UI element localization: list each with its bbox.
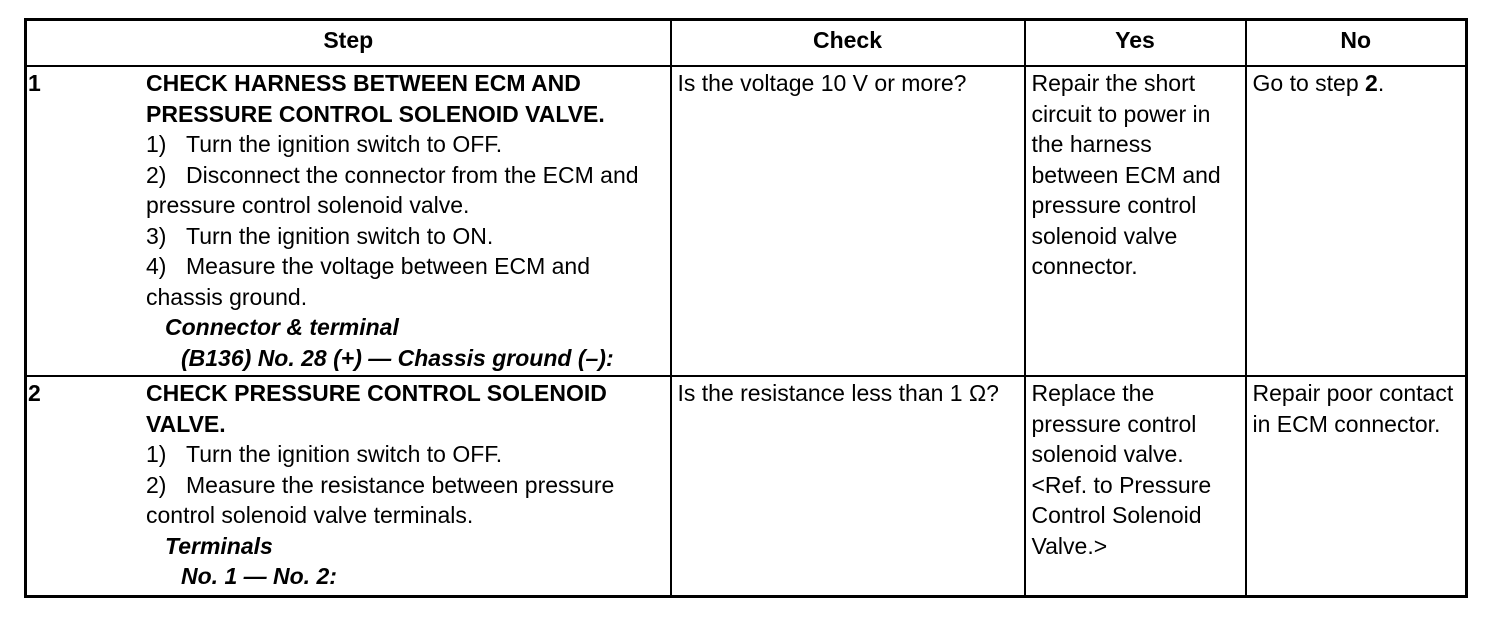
substep: [146, 160, 664, 221]
header-check: Check: [671, 20, 1025, 67]
substep-text: Measure the voltage between ECM and chassis ground.: [146, 253, 591, 310]
substep-text: Disconnect the connector from the ECM and pressure control solenoid valve.: [146, 161, 639, 218]
step-cell: [26, 376, 671, 596]
substep-text: Turn the ignition switch to ON.: [186, 222, 494, 249]
step-number: 1: [28, 70, 41, 96]
table-row: [26, 66, 1467, 376]
substep: [146, 470, 664, 531]
header-row: [26, 20, 1467, 67]
yes-cell: Replace the pressure control solenoid valve. <Ref. to Pressure Control Solenoid Valve.>: [1025, 376, 1246, 596]
substep-text: Measure the resistance between pressure control solenoid valve terminals.: [146, 471, 615, 528]
diagnostic-table: [24, 18, 1468, 598]
table-row: [26, 376, 1467, 596]
no-text: Go to step: [1252, 70, 1366, 96]
substep-text: Turn the ignition switch to OFF.: [186, 131, 503, 157]
substep: [146, 129, 664, 160]
substep-number: 2): [146, 471, 167, 498]
step-title: CHECK HARNESS BETWEEN ECM AND PRESSURE CONTROL SOLENOID VALVE.: [146, 70, 605, 127]
spec-value: No. 1 — No. 2:: [181, 563, 337, 589]
step-cell: [26, 66, 671, 376]
substep-number: 1): [146, 441, 167, 467]
substep: [146, 221, 664, 252]
substep-text: Turn the ignition switch to OFF.: [186, 441, 503, 467]
header-no: No: [1246, 20, 1467, 67]
step-title: CHECK PRESSURE CONTROL SOLENOID VALVE.: [146, 380, 607, 437]
yes-cell: Repair the short circuit to power in the harness between ECM and pressure control solenoid valve connector.: [1025, 66, 1246, 376]
spec-label: Terminals: [165, 532, 273, 559]
header-yes: Yes: [1025, 20, 1246, 67]
substep-number: 1): [146, 131, 167, 157]
check-cell: Is the voltage 10 V or more?: [671, 66, 1025, 376]
header-step: Step: [26, 20, 671, 67]
no-cell: [1246, 66, 1467, 376]
substep-number: 2): [146, 161, 167, 188]
check-cell: Is the resistance less than 1 Ω?: [671, 376, 1025, 596]
step-number: 2: [28, 380, 41, 406]
substep-number: 3): [146, 222, 167, 249]
no-step-link[interactable]: 2: [1365, 70, 1378, 96]
substep: [146, 439, 664, 470]
no-text-suffix: .: [1377, 70, 1385, 96]
substep: [146, 251, 664, 312]
substep-number: 4): [146, 253, 167, 279]
no-cell: Repair poor contact in ECM connector.: [1246, 376, 1467, 596]
spec-label: Connector & terminal: [165, 314, 399, 340]
spec-value: (B136) No. 28 (+) — Chassis ground (–):: [181, 344, 614, 371]
